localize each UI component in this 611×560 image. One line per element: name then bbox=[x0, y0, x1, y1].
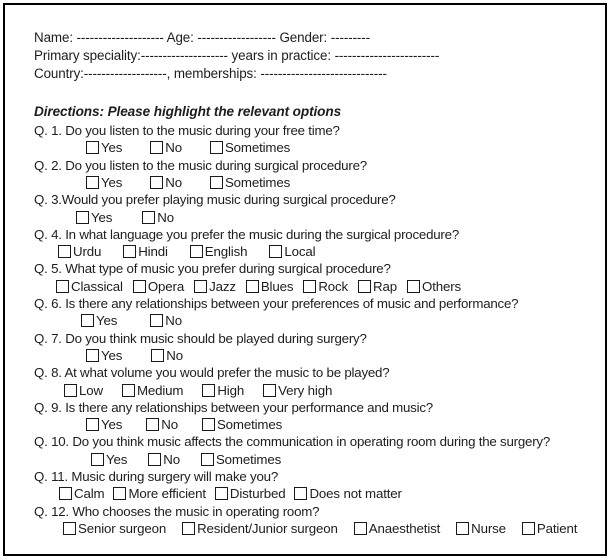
form-header bbox=[34, 29, 599, 83]
question-block bbox=[34, 364, 599, 399]
option-sometimes[interactable] bbox=[201, 452, 281, 467]
option-classical[interactable] bbox=[56, 279, 123, 294]
option-high[interactable] bbox=[202, 383, 244, 398]
question-block bbox=[34, 260, 599, 295]
option-label: Calm bbox=[74, 486, 105, 502]
question-block bbox=[34, 157, 599, 192]
options-row bbox=[34, 278, 599, 295]
option-calm[interactable] bbox=[59, 486, 104, 501]
option-local[interactable] bbox=[269, 244, 315, 259]
options-row bbox=[34, 139, 599, 156]
options-row bbox=[34, 381, 599, 398]
checkbox-icon[interactable] bbox=[150, 314, 163, 327]
checkbox-icon[interactable] bbox=[86, 349, 99, 362]
checkbox-icon[interactable] bbox=[210, 176, 223, 189]
checkbox-icon[interactable] bbox=[190, 245, 203, 258]
question-block bbox=[34, 468, 599, 503]
option-sometimes[interactable] bbox=[210, 175, 290, 190]
option-hindi[interactable] bbox=[123, 244, 168, 259]
option-label: Rock bbox=[318, 278, 349, 294]
option-label: More efficient bbox=[128, 486, 206, 502]
option-patient[interactable] bbox=[522, 521, 577, 536]
option-yes[interactable] bbox=[81, 313, 117, 328]
checkbox-icon[interactable] bbox=[64, 384, 77, 397]
option-label: Senior surgeon bbox=[78, 520, 167, 536]
option-label: Classical bbox=[71, 278, 123, 294]
option-no[interactable] bbox=[150, 140, 182, 155]
checkbox-icon[interactable] bbox=[86, 418, 99, 431]
question-text: Q. 5. What type of music you prefer during surgical procedure? bbox=[34, 261, 391, 277]
option-label: No bbox=[157, 209, 174, 225]
option-label: Rap bbox=[373, 278, 397, 294]
checkbox-icon[interactable] bbox=[201, 453, 214, 466]
option-label: No bbox=[163, 451, 180, 467]
option-label: Nurse bbox=[471, 520, 506, 536]
checkbox-icon[interactable] bbox=[358, 280, 371, 293]
checkbox-icon[interactable] bbox=[151, 349, 164, 362]
question-text: Q. 1. Do you listen to the music during your free time? bbox=[34, 123, 340, 138]
option-label: Local bbox=[284, 244, 316, 260]
option-label: No bbox=[166, 348, 183, 363]
option-urdu[interactable] bbox=[58, 244, 101, 259]
option-sometimes[interactable] bbox=[202, 417, 282, 432]
checkbox-icon[interactable] bbox=[150, 141, 163, 154]
option-label: Jazz bbox=[209, 278, 236, 294]
option-label: Blues bbox=[260, 278, 294, 294]
option-no[interactable] bbox=[146, 417, 178, 432]
checkbox-icon[interactable] bbox=[202, 384, 215, 397]
options-row bbox=[34, 416, 599, 433]
checkbox-icon[interactable] bbox=[86, 141, 99, 154]
question-text: Q. 9. Is there any relationships between your performance and music? bbox=[34, 399, 433, 415]
directions-heading: Directions: Please highlight the relevant options bbox=[34, 104, 342, 119]
option-label: English bbox=[204, 244, 248, 260]
checkbox-icon[interactable] bbox=[194, 280, 207, 293]
checkbox-icon[interactable] bbox=[354, 522, 367, 535]
options-row bbox=[34, 347, 599, 364]
option-no[interactable] bbox=[142, 210, 174, 225]
option-very-high[interactable] bbox=[263, 383, 332, 398]
checkbox-icon[interactable] bbox=[146, 418, 159, 431]
checkbox-icon[interactable] bbox=[86, 176, 99, 189]
checkbox-icon[interactable] bbox=[522, 522, 535, 535]
option-yes[interactable] bbox=[86, 175, 122, 190]
country-memberships-field-line: Country:-------------------, memberships: ----------------------------- bbox=[34, 66, 387, 81]
option-label: Disturbed bbox=[229, 486, 286, 502]
option-rap[interactable] bbox=[358, 279, 397, 294]
checkbox-icon[interactable] bbox=[123, 245, 136, 258]
checkbox-icon[interactable] bbox=[142, 211, 155, 224]
options-row bbox=[34, 485, 599, 502]
option-label: Yes bbox=[101, 417, 123, 433]
option-yes[interactable] bbox=[76, 210, 112, 225]
question-text: Q. 10. Do you think music affects the communication in operating room during the surgery? bbox=[34, 434, 551, 450]
option-label: High bbox=[217, 382, 245, 398]
option-label: Medium bbox=[136, 382, 184, 398]
option-label: Yes bbox=[101, 348, 123, 363]
question-block bbox=[34, 399, 599, 434]
checkbox-icon[interactable] bbox=[122, 384, 135, 397]
option-does-not-matter[interactable] bbox=[294, 486, 401, 501]
question-block bbox=[34, 433, 599, 468]
option-yes[interactable] bbox=[91, 452, 127, 467]
option-label: Urdu bbox=[73, 244, 102, 260]
option-jazz[interactable] bbox=[194, 279, 236, 294]
option-low[interactable] bbox=[64, 383, 103, 398]
option-label: No bbox=[165, 313, 182, 329]
option-others[interactable] bbox=[407, 279, 461, 294]
checkbox-icon[interactable] bbox=[56, 280, 69, 293]
option-label: Yes bbox=[101, 140, 123, 156]
questionnaire-document bbox=[3, 3, 607, 556]
option-label: Yes bbox=[96, 313, 118, 329]
checkbox-icon[interactable] bbox=[202, 418, 215, 431]
question-block bbox=[34, 295, 599, 330]
option-english[interactable] bbox=[190, 244, 248, 259]
checkbox-icon[interactable] bbox=[113, 487, 126, 500]
option-opera[interactable] bbox=[133, 279, 184, 294]
question-block bbox=[34, 503, 599, 538]
option-nurse[interactable] bbox=[456, 521, 506, 536]
question-text: Q. 2. Do you listen to the music during surgical procedure? bbox=[34, 157, 367, 173]
checkbox-icon[interactable] bbox=[148, 453, 161, 466]
checkbox-icon[interactable] bbox=[215, 487, 228, 500]
question-block bbox=[34, 191, 599, 226]
checkbox-icon[interactable] bbox=[263, 384, 276, 397]
question-text: Q. 4. In what language you prefer the music during the surgical procedure? bbox=[34, 226, 459, 242]
option-label: No bbox=[161, 417, 178, 433]
option-label: Very high bbox=[278, 382, 333, 398]
options-row bbox=[34, 243, 599, 260]
option-resident-junior-surgeon[interactable] bbox=[182, 521, 338, 536]
option-label: Hindi bbox=[138, 244, 168, 260]
option-anaesthetist[interactable] bbox=[354, 521, 440, 536]
option-no[interactable] bbox=[148, 452, 180, 467]
option-yes[interactable] bbox=[86, 140, 122, 155]
checkbox-icon[interactable] bbox=[58, 245, 71, 258]
checkbox-icon[interactable] bbox=[407, 280, 420, 293]
question-text: Q. 6. Is there any relationships between your preferences of music and performance? bbox=[34, 295, 519, 311]
question-text: Q. 7. Do you think music should be played during surgery? bbox=[34, 330, 367, 346]
option-label: Sometimes bbox=[215, 451, 282, 467]
checkbox-icon[interactable] bbox=[210, 141, 223, 154]
option-label: Patient bbox=[536, 520, 578, 536]
question-text: Q. 3.Would you prefer playing music during surgical procedure? bbox=[34, 192, 396, 208]
option-no[interactable] bbox=[151, 348, 183, 363]
checkbox-icon[interactable] bbox=[456, 522, 469, 535]
question-text: Q. 11. Music during surgery will make you? bbox=[34, 468, 278, 484]
checkbox-icon[interactable] bbox=[303, 280, 316, 293]
option-label: Low bbox=[79, 382, 103, 398]
option-label: Sometimes bbox=[224, 175, 291, 191]
questions-list bbox=[34, 122, 599, 537]
option-label: Does not matter bbox=[309, 486, 402, 502]
options-row bbox=[34, 312, 599, 329]
checkbox-icon[interactable] bbox=[133, 280, 146, 293]
option-yes[interactable] bbox=[86, 348, 122, 363]
option-yes[interactable] bbox=[86, 417, 122, 432]
option-label: No bbox=[165, 140, 182, 156]
option-blues[interactable] bbox=[246, 279, 294, 294]
checkbox-icon[interactable] bbox=[59, 487, 72, 500]
checkbox-icon[interactable] bbox=[246, 280, 259, 293]
checkbox-icon[interactable] bbox=[150, 176, 163, 189]
checkbox-icon[interactable] bbox=[91, 453, 104, 466]
checkbox-icon[interactable] bbox=[182, 522, 195, 535]
option-label: No bbox=[165, 175, 182, 191]
option-medium[interactable] bbox=[122, 383, 183, 398]
options-row bbox=[34, 174, 599, 191]
question-block bbox=[34, 330, 599, 365]
option-disturbed[interactable] bbox=[215, 486, 286, 501]
option-no[interactable] bbox=[150, 175, 182, 190]
option-senior-surgeon[interactable] bbox=[63, 521, 166, 536]
option-label: Sometimes bbox=[216, 417, 283, 433]
option-label: Anaesthetist bbox=[368, 520, 441, 536]
option-label: Sometimes bbox=[224, 140, 291, 156]
option-no[interactable] bbox=[150, 313, 182, 328]
options-row bbox=[34, 520, 599, 537]
name-age-gender-field-line: Name: -------------------- Age: ------------------ Gender: --------- bbox=[34, 30, 371, 45]
question-block bbox=[34, 226, 599, 261]
checkbox-icon[interactable] bbox=[81, 314, 94, 327]
options-row bbox=[34, 451, 599, 468]
option-rock[interactable] bbox=[303, 279, 348, 294]
checkbox-icon[interactable] bbox=[294, 487, 307, 500]
option-label: Others bbox=[422, 278, 462, 294]
option-more-efficient[interactable] bbox=[113, 486, 205, 501]
checkbox-icon[interactable] bbox=[63, 522, 76, 535]
option-label: Resident/Junior surgeon bbox=[197, 520, 338, 536]
checkbox-icon[interactable] bbox=[269, 245, 282, 258]
speciality-practice-field-line: Primary speciality:-------------------- years in practice: ------------------------ bbox=[34, 48, 440, 63]
option-label: Yes bbox=[91, 209, 113, 225]
option-label: Opera bbox=[147, 278, 185, 294]
checkbox-icon[interactable] bbox=[76, 211, 89, 224]
options-row bbox=[34, 208, 599, 225]
question-text: Q. 12. Who chooses the music in operating room? bbox=[34, 503, 320, 519]
question-text: Q. 8. At what volume you would prefer the music to be played? bbox=[34, 365, 390, 381]
option-label: Yes bbox=[101, 175, 123, 191]
question-block bbox=[34, 122, 599, 157]
option-label: Yes bbox=[106, 451, 128, 467]
option-sometimes[interactable] bbox=[210, 140, 290, 155]
